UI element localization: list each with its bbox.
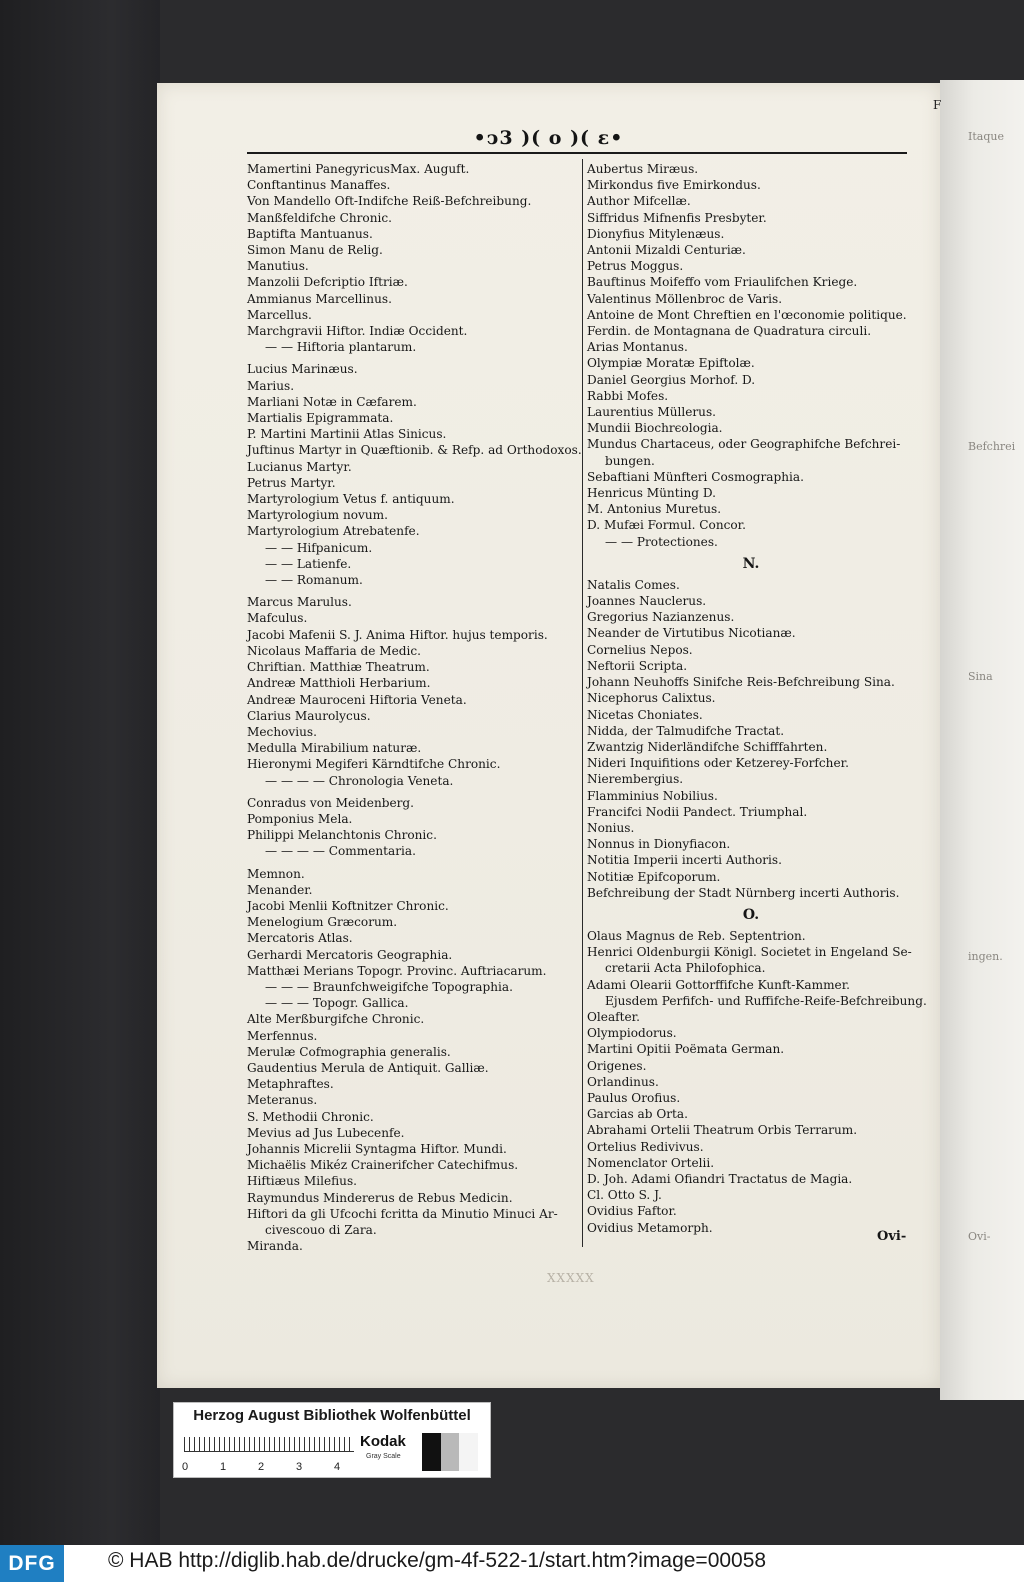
index-entry: Neander de Virtutibus Nicotianæ. [587, 626, 796, 641]
index-entry: Henrici Oldenburgii Königl. Societet in Engeland Se- [587, 945, 912, 960]
index-entry: — — Protectiones. [605, 534, 718, 549]
index-entry: P. Martini Martinii Atlas Sinicus. [247, 427, 447, 442]
index-entry: D. Joh. Adami Ofiandri Tractatus de Magia. [587, 1171, 853, 1186]
index-entry: Natalis Comes. [587, 577, 680, 592]
index-entry: Baptifta Mantuanus. [247, 226, 373, 241]
column-divider [582, 159, 583, 1247]
index-entry: Petrus Martyr. [247, 475, 336, 490]
index-entry: Gaudentius Merula de Antiquit. Galliæ. [247, 1060, 489, 1075]
index-entry: Andreæ Matthioli Herbarium. [247, 676, 431, 691]
index-entry: bungen. [605, 453, 655, 468]
index-entry: Nonnus in Dionyfiacon. [587, 837, 731, 852]
index-entry: Johannis Micrelii Syntagma Hiftor. Mundi. [247, 1141, 507, 1156]
index-entry: Nomenclator Ortelii. [587, 1155, 715, 1170]
index-entry: Von Mandello Oft-Indifche Reiß-Befchreibung. [247, 194, 532, 209]
index-entry: Manßfeldifche Chronic. [247, 210, 392, 225]
index-entry: Ferdin. de Montagnana de Quadratura circuli. [587, 324, 872, 339]
index-entry: Johann Neuhoffs Sinifche Reis-Befchreibung Sina. [587, 675, 895, 690]
index-entry: Marliani Notæ in Cæfarem. [247, 394, 417, 409]
index-column-left [247, 161, 582, 1254]
index-entry: Philippi Melanchtonis Chronic. [247, 828, 437, 843]
index-entry: Mundii Biochrєologia. [587, 421, 723, 436]
index-entry: Rabbi Mofes. [587, 388, 669, 403]
index-entry: Orlandinus. [587, 1074, 659, 1089]
ruler-number: 0 [182, 1461, 189, 1473]
index-entry: Petrus Moggus. [587, 259, 684, 274]
index-entry: Francifci Nodii Pandect. Triumphal. [587, 804, 808, 819]
index-entry: Ortelius Redivivus. [587, 1139, 704, 1154]
page-edge-mark: F [933, 98, 942, 112]
index-entry: Flamminius Nobilius. [587, 788, 718, 803]
index-entry: Merulæ Cofmographia generalis. [247, 1044, 451, 1059]
index-entry: Ejusdem Perfifch- und Ruffifche-Reife-Befchreibung. [605, 993, 927, 1008]
index-entry: Henricus Münting D. [587, 486, 716, 501]
library-name: Herzog August Bibliothek Wolfenbüttel [193, 1407, 471, 1424]
index-entry: Author Mifcellæ. [587, 194, 691, 209]
gray-scale-label: Gray Scale [366, 1453, 401, 1460]
index-entry: Mercatoris Atlas. [247, 931, 353, 946]
index-entry: Menander. [247, 882, 313, 897]
index-entry: Hieronymi Megiferi Kärndtifche Chronic. [247, 757, 501, 772]
index-entry: Neftorii Scripta. [587, 658, 688, 673]
next-page-fragment: Befchrei [968, 440, 1016, 453]
index-entry: Manutius. [247, 259, 309, 274]
next-page-fragment: Ovi- [968, 1230, 991, 1243]
ruler-scale [184, 1437, 354, 1452]
index-entry: — — Romanum. [265, 573, 363, 588]
index-entry: Gregorius Nazianzenus. [587, 610, 735, 625]
index-entry: Marcellus. [247, 307, 312, 322]
gray-patch [459, 1433, 478, 1471]
index-entry: Meteranus. [247, 1093, 318, 1108]
index-entry: M. Antonius Muretus. [587, 502, 722, 517]
index-entry: Bauftinus Moifeffo vom Friaulifchen Kriege. [587, 275, 858, 290]
next-page-fragment: ingen. [968, 950, 1003, 963]
index-entry: Marius. [247, 378, 295, 393]
copyright-url[interactable]: © HAB http://diglib.hab.de/drucke/gm-4f-522-1/start.htm?image=00058 [108, 1549, 767, 1572]
index-entry: Alte Merßburgifche Chronic. [247, 1012, 425, 1027]
index-entry: Arias Montanus. [587, 340, 688, 355]
index-entry: Andreæ Mauroceni Hiftoria Veneta. [247, 692, 467, 707]
index-entry: Jacobi Menlii Koftnitzer Chronic. [247, 898, 449, 913]
index-entry: Origenes. [587, 1058, 647, 1073]
index-entry: Martyrologium Atrebatenfe. [247, 524, 420, 539]
header-ornament: •ↄ3 )( o )( ɛ• [473, 127, 624, 149]
index-entry: Clarius Maurolycus. [247, 708, 371, 723]
index-entry: Simon Manu de Relig. [247, 243, 383, 258]
ruler-number: 2 [258, 1461, 265, 1473]
index-entry: — — — Topogr. Gallica. [265, 996, 409, 1011]
gray-patch [441, 1433, 460, 1471]
index-entry: Adami Olearii Gottorffifche Kunft-Kammer. [587, 977, 851, 992]
book-spine-shadow [0, 0, 160, 1545]
index-entry: Nicolaus Maffaria de Medic. [247, 643, 422, 658]
catchword: Ovi- [877, 1229, 907, 1244]
index-entry: Ammianus Marcellinus. [247, 291, 392, 306]
index-entry: Nonius. [587, 820, 635, 835]
index-entry: Mirkondus five Emirkondus. [587, 178, 761, 193]
index-entry: D. Mufæi Formul. Concor. [587, 518, 746, 533]
index-entry: Befchreibung der Stadt Nürnberg incerti Authoris. [587, 885, 900, 900]
index-entry: Oleafter. [587, 1009, 640, 1024]
index-entry: cretarii Acta Philofophica. [605, 961, 766, 976]
index-entry: Joannes Nauclerus. [587, 594, 707, 609]
index-entry: Nidda, der Talmudifche Tractat. [587, 723, 785, 738]
bleed-through-text: XXXXX [547, 1271, 595, 1285]
letter-heading: N. [742, 555, 760, 572]
index-entry: Ovidius Metamorph. [587, 1220, 713, 1235]
index-entry: Dionyfius Mitylenæus. [587, 226, 725, 241]
index-entry: Nierembergius. [587, 772, 684, 787]
index-entry: — — Latienfe. [265, 556, 352, 571]
ruler-number: 1 [220, 1461, 227, 1473]
index-entry: Nicetas Choniates. [587, 707, 703, 722]
book-page [157, 83, 940, 1388]
index-entry: Nicephorus Calixtus. [587, 691, 716, 706]
index-entry: S. Methodii Chronic. [247, 1109, 374, 1124]
index-entry: Cl. Otto S. J. [587, 1188, 662, 1203]
index-entry: Antonii Mizaldi Centuriæ. [587, 243, 746, 258]
index-entry: Garcias ab Orta. [587, 1107, 688, 1122]
index-entry: — — Hifpanicum. [265, 540, 373, 555]
index-entry: Mechovius. [247, 724, 317, 739]
ruler-number: 3 [296, 1461, 303, 1473]
next-page-fragment: Itaque [968, 130, 1004, 143]
index-entry: Menelogium Græcorum. [247, 915, 398, 930]
index-entry: Daniel Georgius Morhof. D. [587, 372, 756, 387]
index-entry: Matthæi Merians Topogr. Provinc. Auftriacarum. [247, 963, 547, 978]
footer-bar [0, 1545, 1024, 1582]
index-entry: Hiftori da gli Ufcochi fcritta da Minutio Minuci Ar- [247, 1206, 558, 1221]
header-rule [247, 152, 907, 154]
index-entry: Ovidius Faftor. [587, 1204, 677, 1219]
index-entry: Abrahami Ortelii Theatrum Orbis Terrarum. [587, 1123, 858, 1138]
index-entry: Gerhardi Mercatoris Geographia. [247, 947, 453, 962]
index-entry: Notitiæ Epifcoporum. [587, 869, 721, 884]
index-entry: Raymundus Mindererus de Rebus Medicin. [247, 1190, 513, 1205]
index-entry: Martini Opitii Poëmata German. [587, 1042, 785, 1057]
dfg-logo[interactable]: DFG [0, 1545, 64, 1582]
index-entry: Mafculus. [247, 611, 308, 626]
index-entry: Marchgravii Hiftor. Indiæ Occident. [247, 324, 468, 339]
index-entry: Marcus Marulus. [247, 595, 352, 610]
index-entry: Conftantinus Manaffes. [247, 178, 391, 193]
index-entry: Mevius ad Jus Lubecenfe. [247, 1125, 405, 1140]
index-entry: Metaphraftes. [247, 1077, 334, 1092]
index-entry: Aubertus Miræus. [587, 162, 699, 176]
index-entry: Chriftian. Matthiæ Theatrum. [247, 660, 430, 675]
index-entry: Memnon. [247, 866, 305, 881]
index-entry: Mundus Chartaceus, oder Geographifche Befchrei- [587, 437, 901, 452]
kodak-logo: Kodak [360, 1433, 406, 1450]
index-entry: Lucianus Martyr. [247, 459, 352, 474]
index-entry: Lucius Marinæus. [247, 362, 358, 377]
index-entry: Medulla Mirabilium naturæ. [247, 741, 422, 756]
index-entry: Olympiodorus. [587, 1026, 677, 1041]
index-entry: — — Hiftoria plantarum. [265, 340, 417, 355]
next-page-fragment: Sina [968, 670, 993, 683]
index-entry: Olaus Magnus de Reb. Septentrion. [587, 928, 806, 943]
ruler-numbers [182, 1461, 362, 1475]
index-entry: Notitia Imperii incerti Authoris. [587, 853, 782, 868]
index-entry: Valentinus Möllenbroc de Varis. [587, 291, 783, 306]
color-calibration-card [173, 1402, 491, 1478]
index-entry: Juftinus Martyr in Quæftionib. & Refp. ad Orthodoxos. [247, 443, 582, 458]
index-entry: — — — — Commentaria. [265, 844, 416, 859]
index-column-right [587, 161, 927, 1236]
index-entry: — — — Braunfchweigifche Topographia. [265, 979, 513, 994]
index-entry: Mamertini PanegyricusMax. Auguft. [247, 162, 470, 176]
index-entry: Manzolii Defcriptio Iftriæ. [247, 275, 408, 290]
gray-patch [422, 1433, 441, 1471]
index-entry: Zwantzig Niderländifche Schifffahrten. [587, 739, 828, 754]
index-entry: Cornelius Nepos. [587, 642, 693, 657]
index-entry: civescouo di Zara. [265, 1223, 377, 1237]
gray-scale-patches [422, 1433, 478, 1471]
index-entry: Sebaftiani Münfteri Cosmographia. [587, 469, 804, 484]
index-entry: Miranda. [247, 1239, 303, 1254]
index-entry: Martyrologium novum. [247, 508, 388, 523]
index-entry: Hiftiæus Milefius. [247, 1174, 358, 1189]
index-entry: Paulus Orofius. [587, 1090, 681, 1105]
index-entry: Siffridus Mifnenfis Presbyter. [587, 210, 767, 225]
index-entry: Antoine de Mont Chreftien en l'œconomie politique. [587, 307, 907, 322]
index-entry: — — — — Chronologia Veneta. [265, 773, 454, 788]
index-entry: Merfennus. [247, 1028, 318, 1043]
index-entry: Pomponius Mela. [247, 811, 353, 826]
ruler-number: 4 [334, 1461, 341, 1473]
index-entry: Conradus von Meidenberg. [247, 795, 415, 810]
index-entry: Laurentius Müllerus. [587, 405, 717, 420]
index-entry: Jacobi Mafenii S. J. Anima Hiftor. hujus temporis. [247, 627, 548, 642]
index-entry: Martyrologium Vetus f. antiquum. [247, 492, 455, 507]
index-entry: Martialis Epigrammata. [247, 411, 394, 426]
index-entry: Olympiæ Moratæ Epiftolæ. [587, 356, 755, 371]
index-entry: Michaëlis Mikéz Crainerifcher Catechifmus. [247, 1158, 519, 1173]
index-entry: Nideri Inquifitions oder Ketzerey-Forfcher. [587, 756, 849, 771]
next-page-edge [940, 80, 1024, 1400]
letter-heading: O. [742, 906, 760, 923]
